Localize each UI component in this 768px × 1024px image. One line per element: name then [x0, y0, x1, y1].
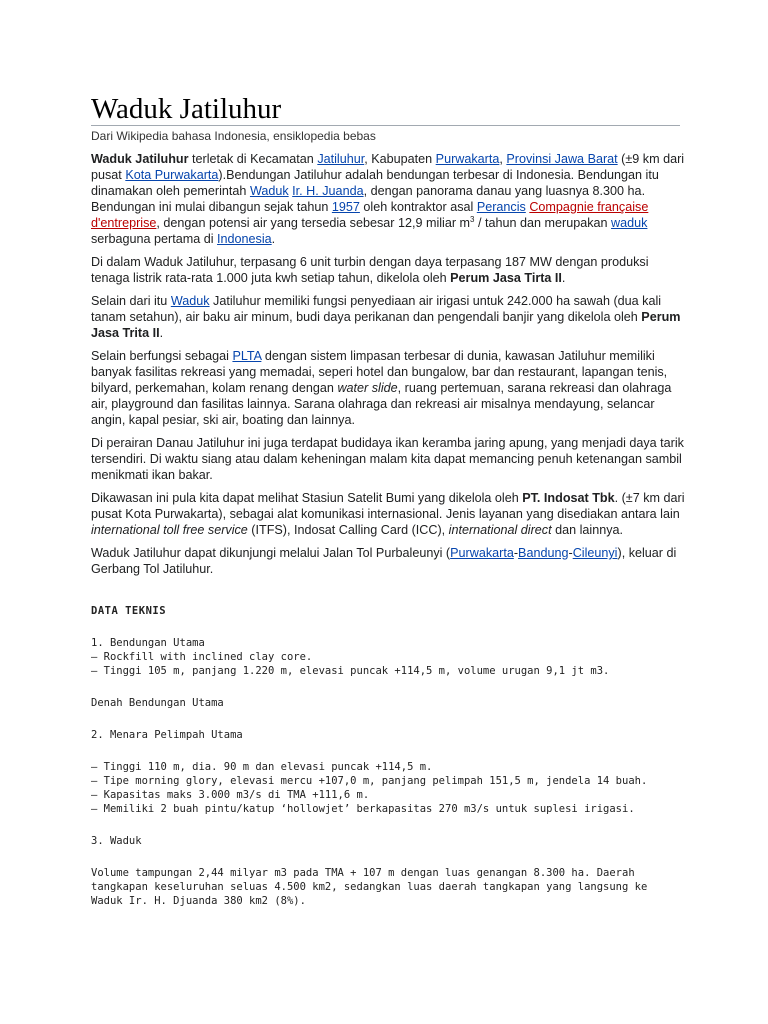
italic-text: international toll free service: [91, 523, 248, 537]
article-body: [91, 151, 686, 584]
text-line: – Tinggi 110 m, dia. 90 m dan elevasi puncak +114,5 m.: [91, 761, 433, 773]
link-waduk-2[interactable]: Waduk: [170, 294, 210, 308]
menara-block: [91, 760, 711, 816]
data-teknis-section: [91, 604, 711, 926]
paragraph-akses: Waduk Jatiluhur dapat dikunjungi melalui Jalan Tol Purbaleunyi (Purwakarta-Bandung-Cileunyi), keluar di Gerbang Tol Jatiluhur.: [91, 546, 677, 576]
title-divider: [91, 125, 680, 126]
menara-title: 2. Menara Pelimpah Utama: [91, 729, 243, 741]
italic-text: international direct: [448, 523, 552, 537]
bold-text: PT. Indosat Tbk: [522, 491, 615, 505]
bold-text: Perum Jasa Trita II: [91, 310, 681, 340]
link-jatiluhur[interactable]: Jatiluhur: [317, 152, 365, 166]
link-ir-h-juanda[interactable]: Ir. H. Juanda: [292, 184, 364, 198]
link-cileunyi[interactable]: Cileunyi: [572, 546, 618, 560]
paragraph-budidaya: Di perairan Danau Jatiluhur ini juga terdapat budidaya ikan keramba jaring apung, yang menjadi daya tarik tersendiri. Di waktu siang atau dalam keheningan malam kita dapat memancing penuh ketenangan sambil menikmati ikan bakar.: [91, 436, 684, 482]
paragraph-satelit: Dikawasan ini pula kita dapat melihat Stasiun Satelit Bumi yang dikelola oleh PT. Indosat Tbk. (±7 km dari pusat Kota Purwakarta), sebagai alat komunikasi internasional. Jenis layanan yang disediakan antara lain international toll free service (ITFS), Indosat Calling Card (ICC), international direct dan lainnya.: [91, 491, 685, 537]
link-waduk[interactable]: Waduk: [249, 184, 289, 198]
text-line: – Tipe morning glory, elevasi mercu +107,0 m, panjang pelimpah 151,5 m, jendela 14 buah.: [91, 775, 648, 787]
bold-text: Waduk Jatiluhur: [91, 152, 189, 166]
bendungan-utama-block: [91, 636, 711, 678]
text-line: – Tinggi 105 m, panjang 1.220 m, elevasi puncak +114,5 m, volume urugan 9,1 jt m3.: [91, 665, 610, 677]
denah-caption: Denah Bendungan Utama: [91, 697, 224, 709]
page-title: Waduk Jatiluhur: [91, 93, 282, 125]
link-waduk-lower[interactable]: waduk: [611, 216, 648, 230]
superscript: 3: [470, 214, 475, 224]
paragraph-irigasi: Selain dari itu Waduk Jatiluhur memiliki fungsi penyediaan air irigasi untuk 242.000 ha sawah (dua kali tanam setahun), air baku air minum, budi daya perikanan dan pengendali banjir yang dikelola oleh Perum Jasa Trita II.: [91, 294, 681, 340]
text-line: – Kapasitas maks 3.000 m3/s di TMA +111,6 m.: [91, 789, 370, 801]
text-line: – Rockfill with inclined clay core.: [91, 651, 313, 663]
link-bandung[interactable]: Bandung: [518, 546, 569, 560]
link-compagnie-francaise[interactable]: Compagnie française d'entreprise: [91, 200, 649, 230]
link-purwakarta[interactable]: Purwakarta: [435, 152, 500, 166]
link-1957[interactable]: 1957: [331, 200, 360, 214]
link-provinsi-jawa-barat[interactable]: Provinsi Jawa Barat: [506, 152, 618, 166]
text-line: Volume tampungan 2,44 milyar m3 pada TMA + 107 m dengan luas genangan 8.300 ha. Daerah: [91, 867, 635, 879]
paragraph-rekreasi: Selain berfungsi sebagai PLTA dengan sistem limpasan terbesar di dunia, kawasan Jatiluhur memiliki banyak fasilitas rekreasi yang memadai, seperi hotel dan bungalow, bar dan restaurant, lapangan tenis, bilyard, perkemahan, kolam renang dengan water slide, ruang pertemuan, sarana rekreasi dan olahraga air, playground dan fasilitas lainnya. Sarana olahraga dan rekreasi air misalnya mendayung, selancar angin, kapal pesiar, ski air, boating dan lainnya.: [91, 349, 672, 427]
waduk-block: [91, 866, 711, 908]
text-line: 1. Bendungan Utama: [91, 637, 205, 649]
page-tagline: Dari Wikipedia bahasa Indonesia, ensiklopedia bebas: [91, 129, 376, 143]
text-line: tangkapan keseluruhan seluas 4.500 km2, sedangkan luas daerah tangkapan yang langsung ke: [91, 881, 648, 893]
bold-text: Perum Jasa Tirta II: [450, 271, 562, 285]
italic-text: water slide: [337, 381, 398, 395]
link-indonesia[interactable]: Indonesia: [217, 232, 272, 246]
link-perancis[interactable]: Perancis: [476, 200, 526, 214]
text-line: – Memiliki 2 buah pintu/katup ‘hollowjet’ berkapasitas 270 m3/s untuk suplesi irigasi.: [91, 803, 635, 815]
text-line: Waduk Ir. H. Djuanda 380 km2 (8%).: [91, 895, 306, 907]
paragraph-intro: Waduk Jatiluhur terletak di Kecamatan Jatiluhur, Kabupaten Purwakarta, Provinsi Jawa Barat (±9 km dari pusat Kota Purwakarta).Bendungan Jatiluhur adalah bendungan terbesar di Indonesia. Bendungan itu dinamakan oleh pemerintah Waduk Ir. H. Juanda, dengan panorama danau yang luasnya 8.300 ha. Bendungan ini mulai dibangun sejak tahun 1957 oleh kontraktor asal Perancis Compagnie française d'entreprise, dengan potensi air yang tersedia sebesar 12,9 miliar $m^3$ / tahun dan merupakan waduk serbaguna pertama di Indonesia.: [91, 152, 685, 246]
paragraph-turbin: Di dalam Waduk Jatiluhur, terpasang 6 unit turbin dengan daya terpasang 187 MW dengan produksi tenaga listrik rata-rata 1.000 juta kwh setiap tahun, dikelola oleh Perum Jasa Tirta II.: [91, 255, 649, 285]
data-teknis-heading: DATA TEKNIS: [91, 605, 167, 617]
link-plta[interactable]: PLTA: [232, 349, 262, 363]
link-kota-purwakarta[interactable]: Kota Purwakarta: [125, 168, 219, 182]
waduk-title: 3. Waduk: [91, 835, 142, 847]
link-purwakarta-2[interactable]: Purwakarta: [450, 546, 514, 560]
